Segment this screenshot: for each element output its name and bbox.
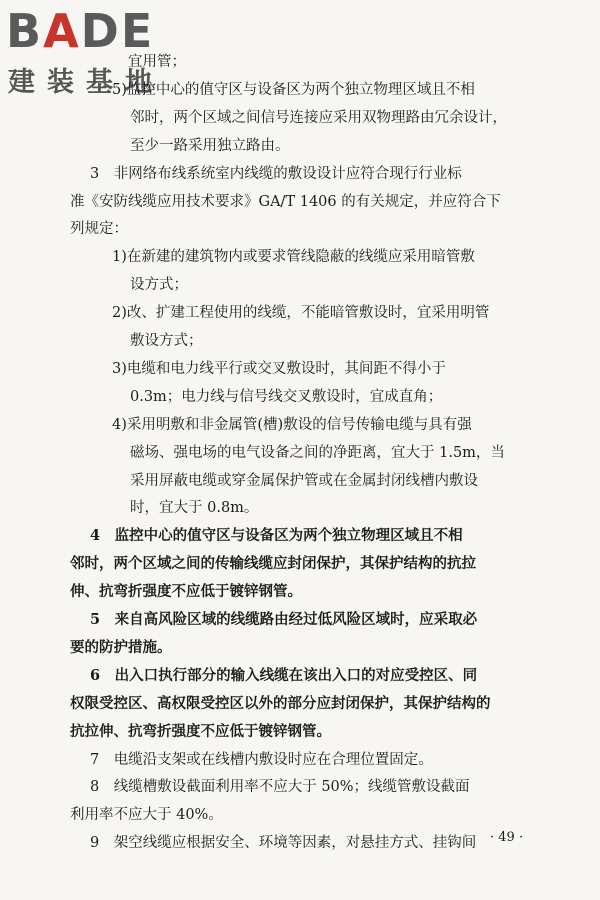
text-line: 8 线缆槽敷设截面利用率不应大于 50%；线缆管敷设截面 — [90, 779, 470, 795]
text-line: 敷设方式； — [130, 333, 203, 349]
text-line: 0.3m；电力线与信号线交叉敷设时，宜成直角； — [130, 389, 443, 405]
text-line: 伸、抗弯折强度不应低于镀锌钢管。 — [70, 583, 302, 600]
text-line: 利用率不应大于 40%。 — [70, 807, 223, 823]
text-line: 宜用管； — [128, 54, 186, 70]
text-line: 邻时，两个区域之间的传输线缆应封闭保护，其保护结构的抗拉 — [70, 555, 476, 572]
text-line: 2)改、扩建工程使用的线缆，不能暗管敷设时，宜采用明管 — [112, 305, 490, 321]
text-line: 9 架空线缆应根据安全、环境等因素，对悬挂方式、挂钩间 — [90, 835, 477, 851]
text-line: 权限受控区、高权限受控区以外的部分应封闭保护，其保护结构的 — [70, 695, 491, 712]
page-number: · 49 · — [490, 830, 524, 845]
text-line: 抗拉伸、抗弯折强度不应低于镀锌钢管。 — [70, 723, 331, 740]
text-line: 至少一路采用独立路由。 — [130, 138, 290, 154]
text-line: 1)在新建的建筑物内或要求管线隐蔽的线缆应采用暗管敷 — [112, 249, 475, 265]
text-line: 5)监控中心的值守区与设备区为两个独立物理区域且不相 — [112, 82, 475, 98]
text-line: 采用屏蔽电缆或穿金属保护管或在金属封闭线槽内敷设 — [130, 473, 478, 489]
text-line: 磁场、强电场的电气设备之间的净距离，宜大于 1.5m，当 — [130, 445, 505, 461]
text-line: 列规定： — [70, 221, 128, 237]
text-line: 邻时，两个区域之间信号连接应采用双物理路由冗余设计， — [130, 110, 507, 126]
text-line: 4)采用明敷和非金属管(槽)敷设的信号传输电缆与具有强 — [112, 417, 472, 433]
text-line: 设方式； — [130, 277, 188, 293]
text-line: 时，宜大于 0.8m。 — [130, 500, 259, 516]
text-line: 准《安防线缆应用技术要求》GA/T 1406 的有关规定，并应符合下 — [70, 194, 501, 210]
text-line: 要的防护措施。 — [70, 639, 172, 656]
text-line: 5 来自高风险区域的线缆路由经过低风险区域时，应采取必 — [90, 611, 478, 628]
text-line: 3)电缆和电力线平行或交叉敷设时，其间距不得小于 — [112, 361, 446, 377]
logo-subtitle: 建装基地 — [8, 67, 164, 98]
text-line: 3 非网络布线系统室内线缆的敷设设计应符合现行行业标 — [90, 166, 462, 182]
text-line: 4 监控中心的值守区与设备区为两个独立物理区域且不相 — [90, 527, 463, 544]
logo-wordmark: BADE — [6, 4, 155, 58]
text-line: 6 出入口执行部分的输入线缆在该出入口的对应受控区、同 — [90, 667, 478, 684]
text-line: 7 电缆沿支架或在线槽内敷设时应在合理位置固定。 — [90, 752, 433, 768]
